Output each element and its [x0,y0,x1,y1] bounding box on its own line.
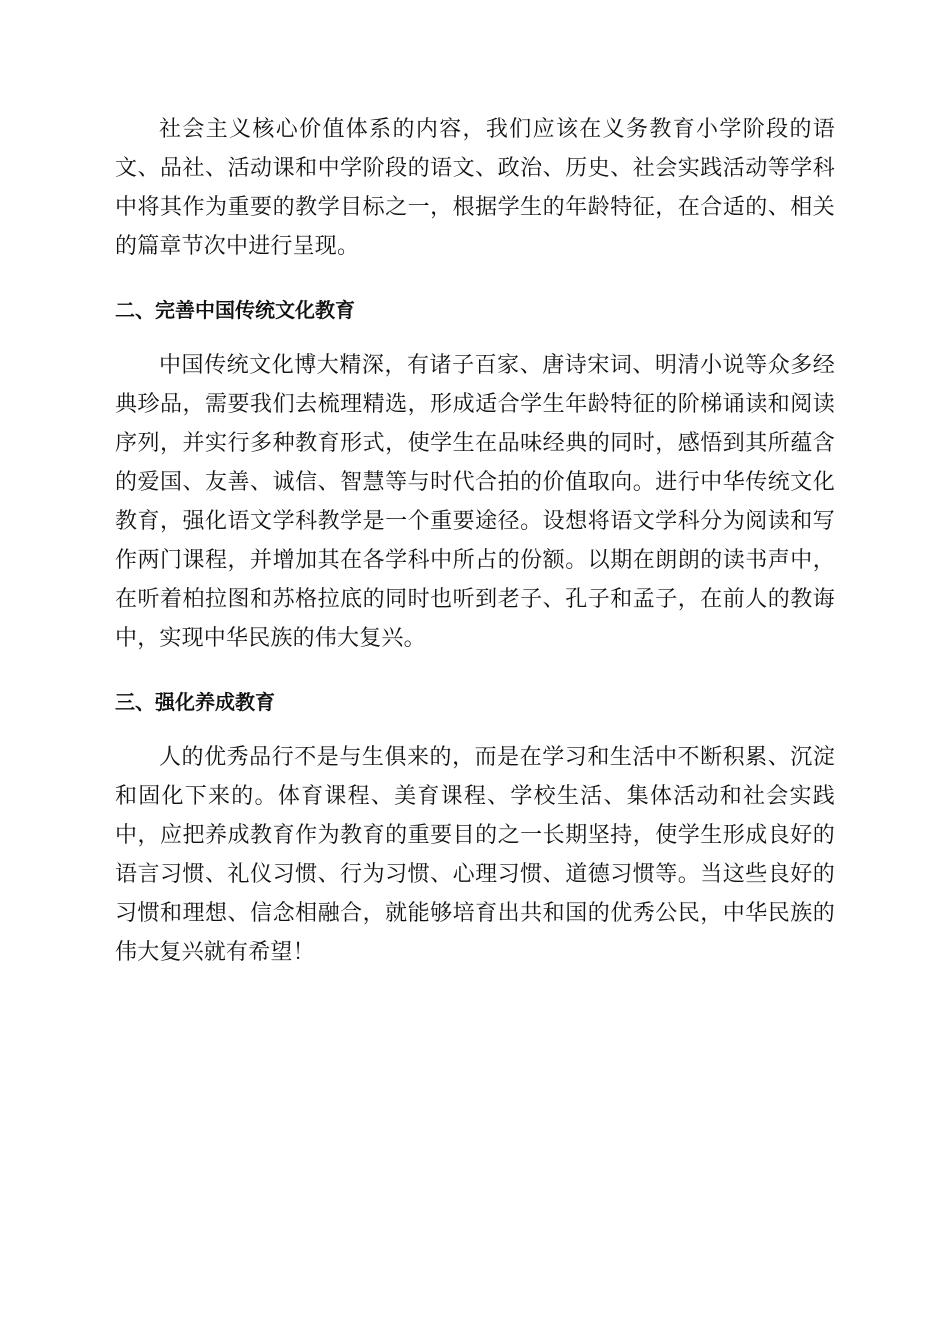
document-page [115,110,835,972]
section-heading-habit-education: 三、强化养成教育 [115,690,275,714]
section-heading-traditional-culture: 二、完善中国传统文化教育 [115,298,355,322]
intro-paragraph: 社会主义核心价值体系的内容，我们应该在义务教育小学阶段的语文、品社、活动课和中学阶段的语文、政治、历史、社会实践活动等学科中将其作为重要的教学目标之一，根据学生的年龄特征，在合适的、相关的篇章节次中进行呈现。 [115,117,835,259]
traditional-culture-paragraph: 中国传统文化博大精深，有诸子百家、唐诗宋词、明清小说等众多经典珍品，需要我们去梳理精选，形成适合学生年龄特征的阶梯诵读和阅读序列，并实行多种教育形式，使学生在品味经典的同时，感悟到其所蕴含的爱国、友善、诚信、智慧等与时代合拍的价值取向。进行中华传统文化教育，强化语文学科教学是一个重要途径。设想将语文学科分为阅读和写作两门课程，并增加其在各学科中所占的份额。以期在朗朗的读书声中，在听着柏拉图和苏格拉底的同时也听到老子、孔子和孟子，在前人的教诲中，实现中华民族的伟大复兴。 [115,353,835,651]
habit-education-paragraph: 人的优秀品行不是与生俱来的，而是在学习和生活中不断积累、沉淀和固化下来的。体育课程、美育课程、学校生活、集体活动和社会实践中，应把养成教育作为教育的重要目的之一长期坚持，使学生形成良好的语言习惯、礼仪习惯、行为习惯、心理习惯、道德习惯等。当这些良好的习惯和理想、信念相融合，就能够培育出共和国的优秀公民，中华民族的伟大复兴就有希望！ [115,745,835,965]
